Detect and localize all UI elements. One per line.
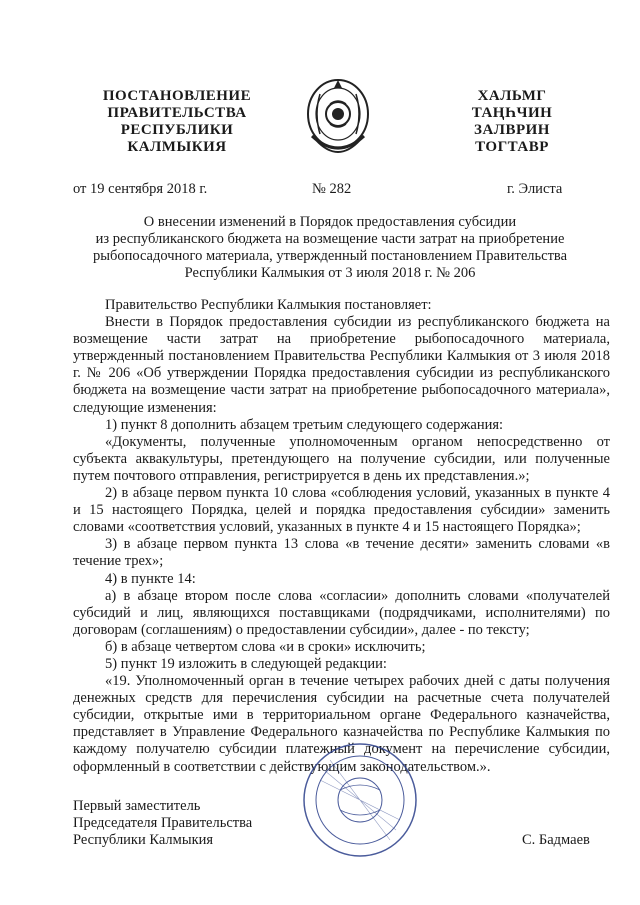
signer-name: С. Бадмаев	[522, 832, 590, 848]
header-left-line: КАЛМЫКИЯ	[127, 139, 227, 155]
body-paragraph: 4) в пункте 14:	[105, 570, 196, 587]
document-number: № 282	[312, 181, 352, 197]
header-left-line: РЕСПУБЛИКИ	[120, 122, 234, 138]
header-right-line: ТОГТАВР	[475, 139, 549, 155]
body-paragraph: б) в абзаце четвертом слова «и в сроки» исключить;	[105, 638, 426, 655]
position-line: Первый заместитель	[73, 798, 201, 814]
document-date: от 19 сентября 2018 г.	[73, 181, 208, 197]
document-title	[92, 214, 568, 282]
body-paragraph: «19. Уполномоченный орган в течение четырех рабочих дней с даты получения денежных средств для перечисления субсидии на расчетные счета получателей субсидии, открытые ими в территориальном органе Федерального казначейства, представляет в Управление Федерального казначейства по Республике Калмыкия по каждому получателю субсидии платежный документ на перечисление субсидии, оформленный в соответствии с действующим законодательством.».	[73, 673, 610, 775]
body-paragraph: 5) пункт 19 изложить в следующей редакции:	[105, 655, 387, 672]
header-russian	[92, 88, 262, 156]
title-line: рыбопосадочного материала, утвержденный постановлением Правительства	[92, 248, 568, 264]
signature-position	[73, 798, 252, 849]
header-right-line: ТАҢҺЧИН	[471, 105, 553, 121]
body-paragraph: Внести в Порядок предоставления субсидии из республиканского бюджета на возмещение части затрат на приобретение рыбопосадочного материала, утвержденный постановлением Правительства Республики Калмыкия от 3 июля 2018 г. № 206 «Об утверждении Порядка предоставления субсидии из республиканского бюджета на возмещение части затрат на приобретение рыбопосадочного материала», следующие изменения:	[73, 314, 610, 416]
kalmykia-coat-of-arms-icon	[302, 74, 374, 164]
header-right-line: ХАЛЬМГ	[477, 88, 547, 104]
body-paragraph: «Документы, полученные уполномоченным органом непосредственно от субъекта аквакультуры, претендующего на получение субсидии, или полученные путем почтового отправления, регистрируется в день их представления.»;	[73, 433, 610, 484]
document-body	[73, 297, 610, 776]
body-paragraph: 2) в абзаце первом пункта 10 слова «соблюдения условий, указанных в пункте 4 и 15 настоящего Порядка, целей и порядка предоставления субсидии» заменить словами «соответствия условий, указанных в пункте 4 и 15 настоящего Порядка»;	[73, 485, 610, 536]
document-city: г. Элиста	[507, 181, 563, 197]
body-paragraph: 1) пункт 8 дополнить абзацем третьим следующего содержания:	[105, 416, 504, 433]
body-paragraph: а) в абзаце втором после слова «согласии» дополнить словами «получателей субсидий и лиц, являющихся поставщиками (подрядчиками, исполнителями) по договорам (соглашениям) о предоставлении субсидии», далее - по тексту;	[73, 587, 610, 638]
header-left-line: ПОСТАНОВЛЕНИЕ	[102, 88, 252, 104]
header-left-line: ПРАВИТЕЛЬСТВА	[107, 105, 247, 121]
position-line: Республики Калмыкия	[73, 832, 214, 848]
official-stamp-icon	[300, 740, 420, 860]
title-line: из республиканского бюджета на возмещение части затрат на приобретение	[95, 231, 565, 247]
header-right-line: ЗАЛВРИН	[474, 122, 550, 138]
body-paragraph: Правительство Республики Калмыкия постановляет:	[105, 297, 432, 313]
title-line: О внесении изменений в Порядок предоставления субсидии	[143, 214, 517, 230]
body-paragraph: 3) в абзаце первом пункта 13 слова «в течение десяти» заменить словами «в течение трех»;	[73, 536, 610, 570]
title-line: Республики Калмыкия от 3 июля 2018 г. № 206	[184, 265, 476, 281]
header-kalmyk	[462, 88, 562, 156]
position-line: Председателя Правительства	[73, 815, 253, 831]
